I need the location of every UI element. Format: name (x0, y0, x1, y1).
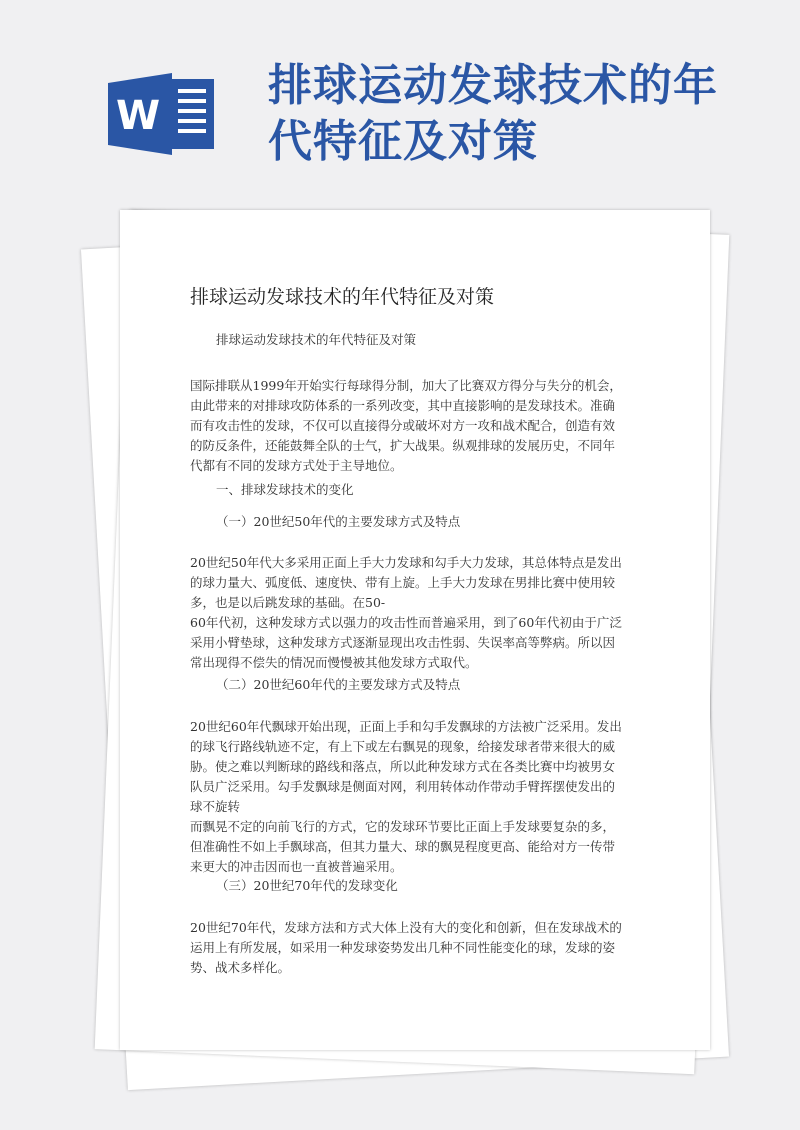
paragraph-line: 多，也是以后跳发球的基础。在50- (190, 595, 386, 610)
subsection-1-body (190, 553, 622, 673)
paragraph-line: 而有攻击性的发球，不仅可以直接得分或破坏对方一攻和战术配合，创造有效 (190, 418, 616, 433)
paragraph-line: 的防反条件，还能鼓舞全队的士气，扩大战果。纵观排球的发展历史，不同年 (190, 438, 616, 453)
title-line-1: 排球运动发球技术的年 (268, 60, 718, 111)
paragraph-line: 运用上有所发展，如采用一种发球姿势发出几种不同性能变化的球，发球的姿 (190, 940, 616, 955)
intro-paragraph (190, 376, 622, 476)
paragraph-line: 而飘晃不定的向前飞行的方式，它的发球环节要比正面上手发球要复杂的多， (190, 819, 616, 834)
subsection-3-body (190, 918, 622, 978)
document-heading: 排球运动发球技术的年代特征及对策 (190, 286, 495, 308)
title-line-2: 代特征及对策 (268, 116, 538, 167)
paragraph-line: 的球飞行路线轨迹不定，有上下或左右飘晃的现象，给接发球者带来很大的威 (190, 739, 616, 754)
paragraph-line: 60年代初，这种发球方式以强力的攻击性而普遍采用，到了60年代初由于广泛 (190, 615, 622, 630)
paragraph-line: 常出现得不偿失的情况而慢慢被其他发球方式取代。 (190, 655, 478, 670)
paragraph-line: 但准确性不如上手飘球高，但其力量大、球的飘晃程度更高、能给对方一传带 (190, 839, 616, 854)
paragraph-line: 的球力量大、弧度低、速度快、带有上旋。上手大力发球在男排比赛中使用较 (190, 575, 616, 590)
subsection-1-title: （一）20世纪50年代的主要发球方式及特点 (216, 514, 461, 529)
paragraph-line: 队员广泛采用。勾手发飘球是侧面对网，利用转体动作带动手臂挥摆使发出的 (190, 779, 616, 794)
paragraph-line: 国际排联从1999年开始实行每球得分制，加大了比赛双方得分与失分的机会， (190, 378, 622, 393)
paragraph-line: 采用小臂垫球，这种发球方式逐渐显现出攻击性弱、失误率高等弊病。所以因 (190, 635, 616, 650)
subsection-3-title: （三）20世纪70年代的发球变化 (216, 878, 398, 893)
subsection-2-body (190, 717, 622, 877)
word-letter: W (115, 93, 161, 139)
paragraph-line: 由此带来的对排球攻防体系的一系列改变，其中直接影响的是发球技术。准确 (190, 398, 616, 413)
subsection-2-title: （二）20世纪60年代的主要发球方式及特点 (216, 677, 461, 692)
paragraph-line: 20世纪60年代飘球开始出现，正面上手和勾手发飘球的方法被广泛采用。发出 (190, 719, 622, 734)
paragraph-line: 代都有不同的发球方式处于主导地位。 (190, 458, 403, 473)
section-1-title: 一、排球发球技术的变化 (216, 482, 354, 497)
paragraph-line: 来更大的冲击因而也一直被普遍采用。 (190, 859, 403, 874)
word-document-icon (108, 73, 218, 155)
paragraph-line: 势、战术多样化。 (190, 960, 291, 975)
paragraph-line: 20世纪70年代，发球方法和方式大体上没有大的变化和创新，但在发球战术的 (190, 920, 622, 935)
page-title (268, 58, 778, 170)
document-subheading: 排球运动发球技术的年代特征及对策 (216, 332, 417, 347)
paragraph-line: 球不旋转 (190, 799, 241, 814)
paragraph-line: 20世纪50年代大多采用正面上手大力发球和勾手大力发球，其总体特点是发出 (190, 555, 622, 570)
paragraph-line: 胁。使之难以判断球的路线和落点，所以此种发球方式在各类比赛中均被男女 (190, 759, 616, 774)
